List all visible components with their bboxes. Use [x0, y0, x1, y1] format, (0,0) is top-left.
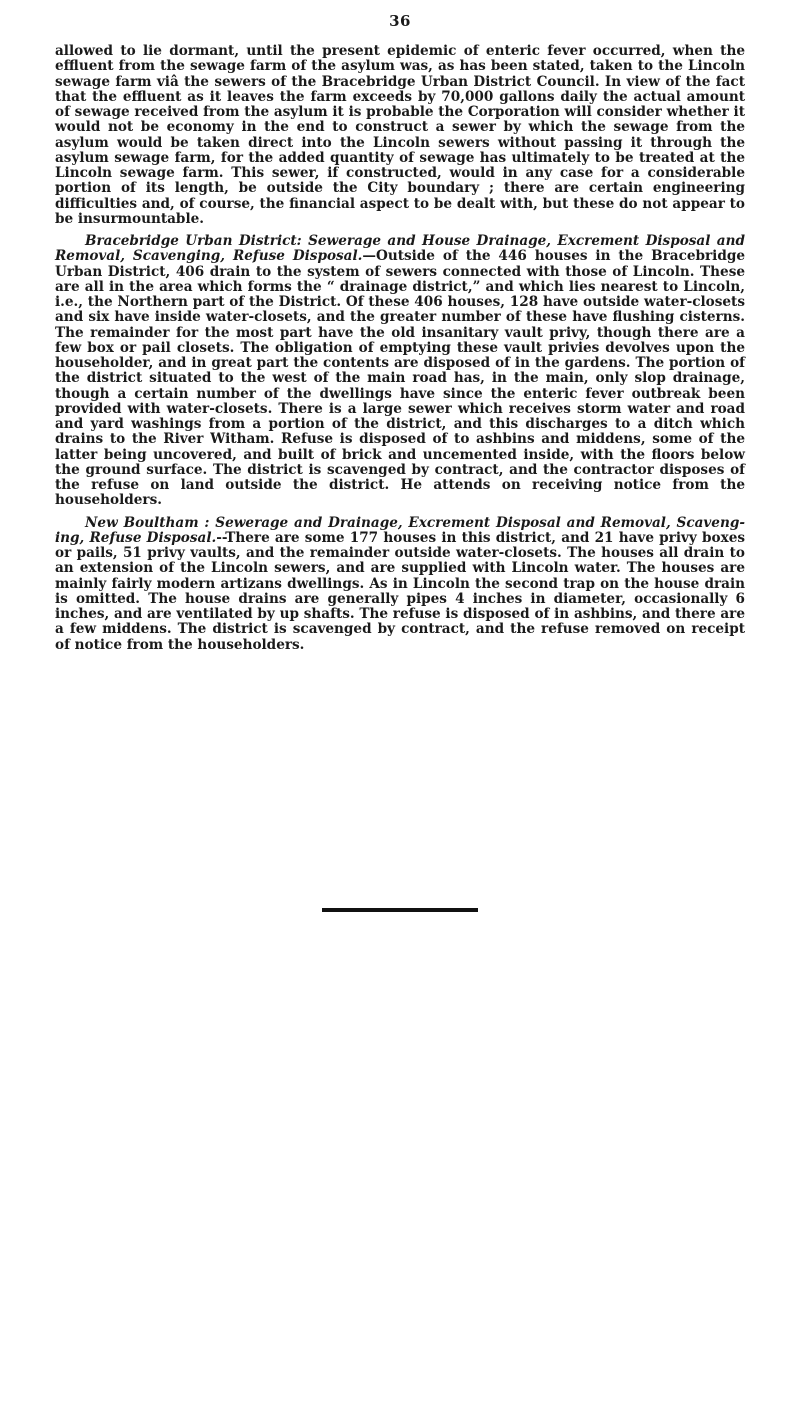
section-heading-bracebridge: Bracebridge Urban District: Sewerage and House Drainage, Excrement Disposal and Removal, Scavenging, Refuse Disposal. [55, 233, 745, 265]
paragraph-body: —Outside of the 446 houses in the Bracebridge Urban District, 406 drain to the system of sewers connected with those of Lincoln. These are all in the area which forms the “ drainage district,” and which lies nearest to Lincoln, i.e., the Northern part of the District. Of these 406 houses, 128 have outside water-closets and six have inside water-closets, and the greater number of these have flushing cisterns. The remainder for the most part have the old insanitary vault privy, though there are a few box or pail closets. The obligation of emptying these vault privies devolves upon the householder, and in great part the contents are disposed of in the gardens. The portion of the district situated to the west of the main road has, in the main, only slop drainage, though a certain number of the dwellings have since the enteric fever outbreak been provided with water-closets. There is a large sewer which receives storm water and road and yard washings from a portion of the district, and this discharges to a ditch which drains to the River Witham. Refuse is disposed of to ashbins and middens, some of the latter being uncovered, and built of brick and uncemented inside, with the floors below the ground surface. The district is scavenged by contract, and the contractor disposes of the refuse on land outside the district. He attends on receiving notice from the householders. [55, 248, 745, 509]
section-heading-new-boultham: New Boultham : Sewerage and Drainage, Excrement Disposal and Removal, Scaveng- ing, Refuse Disposal. [55, 514, 745, 546]
paragraph-asylum-sewage [55, 44, 745, 227]
paragraph-new-boultham [55, 516, 745, 653]
section-divider-rule [322, 908, 478, 912]
paragraph-body: allowed to lie dormant, until the present epidemic of enteric fever occurred, when the effluent from the sewage farm of the asylum was, as has been stated, taken to the Lincoln sewage farm viâ the sewers of the Bracebridge Urban District Council. In view of the fact that the effluent as it leaves the farm exceeds by 70,000 gallons daily the actual amount of sewage received from the asylum it is probable the Corporation will consider whether it would not be economy in the end to construct a sewer by which the sewage from the asylum would be taken direct into the Lincoln sewers without passing it through the asylum sewage farm, for the added quantity of sewage has ultimately to be treated at the Lincoln sewage farm. This sewer, if constructed, would in any case for a considerable portion of its length, be outside the City boundary ; there are certain engineering difficulties and, of course, the financial aspect to be dealt with, but these do not appear to be insurmountable. [55, 43, 745, 227]
paragraph-bracebridge [55, 234, 745, 509]
paragraph-body: --There are some 177 houses in this district, and 21 have privy boxes or pails, 51 privy vaults, and the remainder outside water-closets. The houses all drain to an extension of the Lincoln sewers, and are supplied with Lincoln water. The houses are mainly fairly modern artizans dwellings. As in Lincoln the second trap on the house drain is omitted. The house drains are generally pipes 4 inches in diameter, occasionally 6 inches, and are ventilated by up shafts. The refuse is disposed of in ashbins, and there are a few middens. The district is scavenged by contract, and the refuse removed on receipt of notice from the householders. [55, 529, 745, 653]
body-text [55, 44, 745, 660]
page-number: 36 [389, 12, 411, 30]
